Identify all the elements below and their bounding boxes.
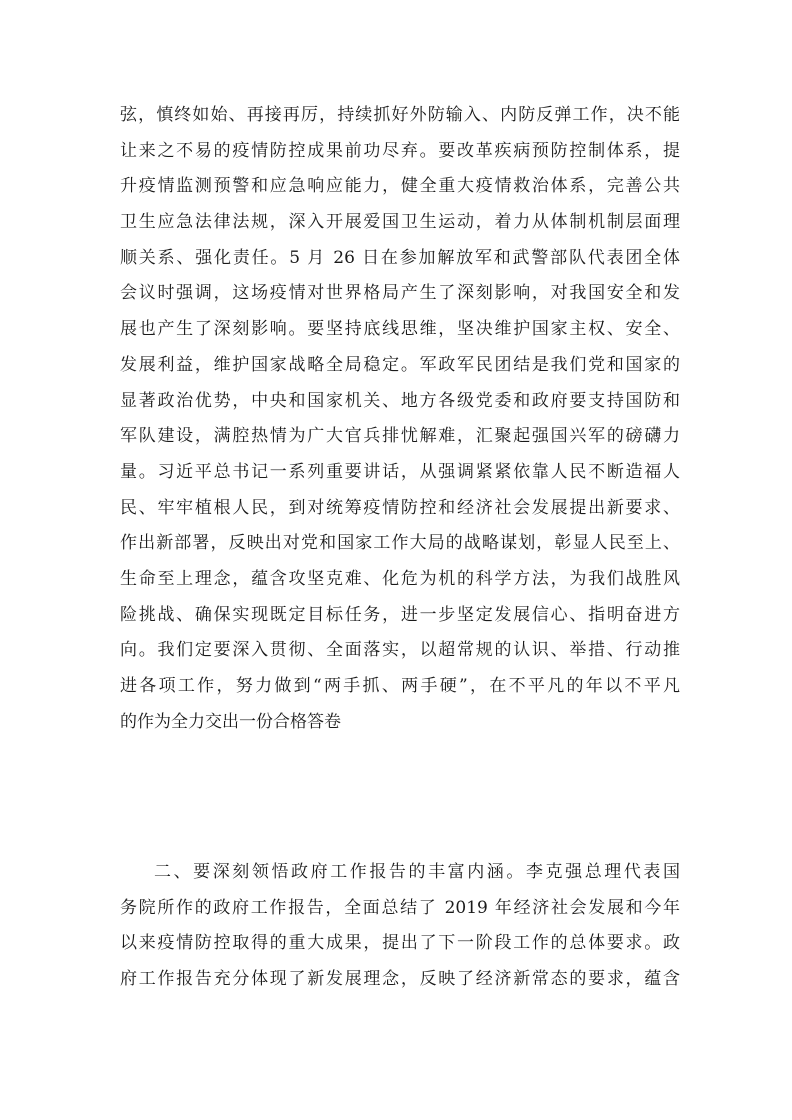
text-line: 作出新部署，反映出对党和国家工作大局的战略谋划，彰显人民至上、 [120,533,680,554]
text-line: 卫生应急法律法规，深入开展爱国卫生运动，着力从体制机制层面理 [120,212,680,233]
text-line: 军队建设，满腔热情为广大官兵排忧解难，汇聚起强国兴军的磅礴力 [120,426,680,447]
text-line: 二、要深刻领悟政府工作报告的丰富内涵。李克强总理代表国 [154,862,680,882]
text-line: 以来疫情防控取得的重大成果，提出了下一阶段工作的总体要求。政 [120,933,680,954]
text-line: 向。我们定要深入贯彻、全面落实，以超常规的认识、举措、行动推 [120,640,680,661]
text-line: 发展利益，维护国家战略全局稳定。军政军民团结是我们党和国家的 [120,354,680,375]
text-line: 升疫情监测预警和应急响应能力，健全重大疫情救治体系，完善公共 [120,176,680,197]
text-line: 让来之不易的疫情防控成果前功尽弃。要改革疾病预防控制体系，提 [120,140,680,161]
text-line: 的作为全力交出一份合格答卷 [120,711,341,732]
text-line: 生命至上理念，蕴含攻坚克难、化危为机的科学方法，为我们战胜风 [120,568,680,589]
text-line: 量。习近平总书记一系列重要讲话，从强调紧紧依靠人民不断造福人 [120,461,680,482]
text-line: 展也产生了深刻影响。要坚持底线思维，坚决维护国家主权、安全、 [120,319,680,340]
text-line: 府工作报告充分体现了新发展理念，反映了经济新常态的要求，蕴含 [120,969,680,990]
text-line: 会议时强调，这场疫情对世界格局产生了深刻影响，对我国安全和发 [120,283,680,304]
text-line: 显著政治优势，中央和国家机关、地方各级党委和政府要支持国防和 [120,390,680,411]
text-line: 顺关系、强化责任。5 月 26 日在参加解放军和武警部队代表团全体 [120,247,680,268]
text-line: 进各项工作，努力做到“两手抓、两手硬”，在不平凡的年以不平凡 [120,676,680,696]
text-line: 险挑战、确保实现既定目标任务，进一步坚定发展信心、指明奋进方 [120,604,680,625]
body-paragraph-1 [120,98,680,740]
text-line: 务院所作的政府工作报告，全面总结了 2019 年经济社会发展和今年 [120,897,680,918]
text-line: 民、牢牢植根人民，到对统筹疫情防控和经济社会发展提出新要求、 [120,497,680,518]
body-paragraph-2 [120,855,680,998]
text-line: 弦，慎终如始、再接再厉，持续抓好外防输入、内防反弹工作，决不能 [120,105,680,125]
